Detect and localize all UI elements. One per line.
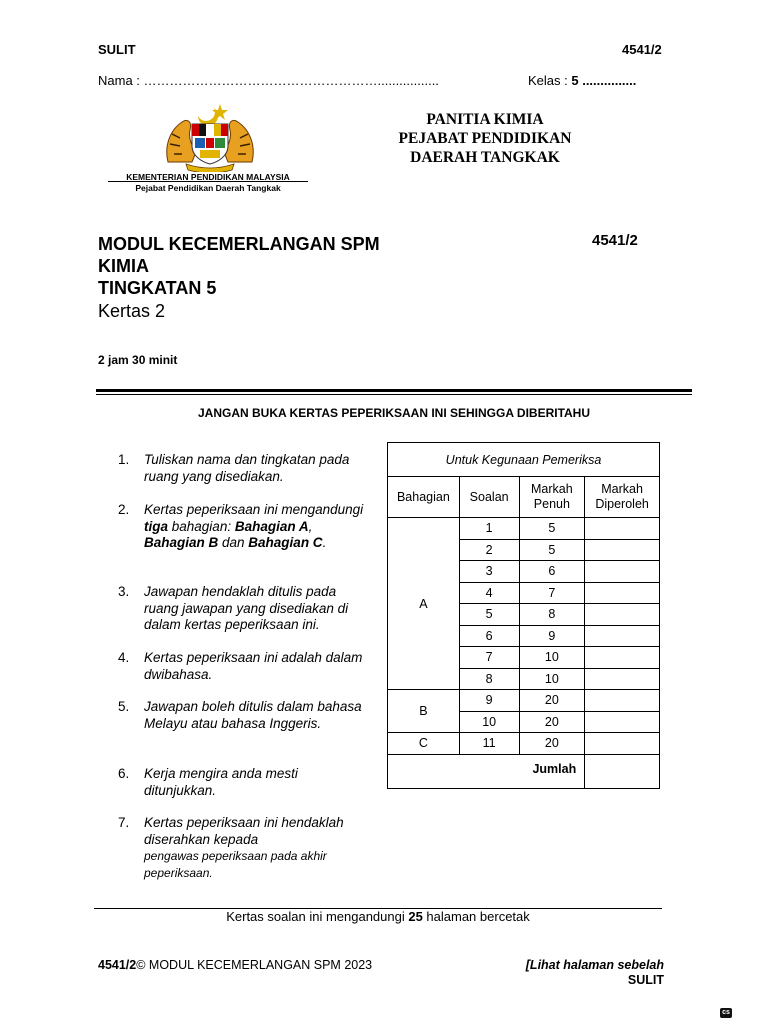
footer-code: 4541/2: [98, 958, 137, 972]
instruction-number: 5.: [118, 699, 130, 714]
instruction-text: Jawapan boleh ditulis dalam bahasa Melayu atau bahasa Inggeris.: [144, 699, 362, 731]
title-line-1: MODUL KECEMERLANGAN SPM: [98, 234, 380, 254]
instruction-number: 7.: [118, 815, 130, 830]
question-number: 8: [459, 668, 519, 690]
question-number: 11: [459, 733, 519, 755]
full-marks: 20: [519, 690, 585, 712]
instruction-number: 4.: [118, 650, 130, 665]
footer-sulit: SULIT: [627, 973, 664, 987]
instruction-text: Kertas peperiksaan ini adalah dalam dwibahasa.: [144, 650, 363, 682]
question-number: 2: [459, 539, 519, 561]
obtained-marks-cell: [585, 690, 660, 712]
instruction-6: [118, 766, 368, 799]
header-text: Diperoleh: [595, 497, 649, 511]
kelas-field: [528, 73, 636, 88]
instruction-3: [118, 584, 368, 634]
footer-copyright: [98, 958, 372, 972]
question-number: 3: [459, 561, 519, 583]
obtained-marks-cell: [585, 625, 660, 647]
title-paper-code: 4541/2: [592, 232, 638, 249]
exam-duration: 2 jam 30 minit: [98, 353, 178, 367]
panitia-line-2: PEJABAT PENDIDIKAN: [398, 130, 572, 147]
ministry-name: KEMENTERIAN PENDIDIKAN MALAYSIA: [126, 172, 290, 182]
instruction-number: 2.: [118, 502, 130, 517]
obtained-marks-cell: [585, 647, 660, 669]
instruction-text: Jawapan hendaklah ditulis pada ruang jawapan yang disediakan di dalam kertas peperiksaan ini.: [144, 584, 349, 632]
text-segment: dan: [218, 535, 249, 550]
obtained-marks-cell: [585, 518, 660, 540]
header-markah-diperoleh: [585, 477, 660, 518]
page-count: 25: [408, 909, 423, 924]
obtained-marks-cell: [585, 668, 660, 690]
camscanner-badge-icon: cs: [720, 1008, 732, 1018]
instruction-4: [118, 650, 368, 683]
question-number: 5: [459, 604, 519, 626]
text-segment: Kertas peperiksaan ini mengandungi: [144, 502, 364, 517]
instruction-1: [118, 452, 368, 485]
paper-number: Kertas 2: [98, 301, 166, 321]
jumlah-label: Jumlah: [388, 754, 585, 788]
bold-bahagian-a: Bahagian A: [234, 518, 309, 534]
text-segment: Kertas soalan ini mengandungi: [226, 909, 409, 924]
see-next-page: [Lihat halaman sebelah: [525, 958, 664, 972]
text-segment: .: [322, 535, 327, 550]
thin-divider: [96, 394, 692, 395]
text-segment: Kertas peperiksaan ini hendaklah diserahkan kepada: [144, 815, 344, 847]
instruction-text: Kerja mengira anda mesti ditunjukkan.: [144, 766, 298, 798]
do-not-open-warning: JANGAN BUKA KERTAS PEPERIKSAAN INI SEHINGGA DIBERITAHU: [197, 406, 591, 420]
obtained-marks-cell: [585, 582, 660, 604]
table-row: [388, 518, 660, 540]
header-markah-penuh: [519, 477, 585, 518]
instruction-text: Tuliskan nama dan tingkatan pada ruang yang disediakan.: [144, 452, 350, 484]
header-text: Markah: [531, 482, 573, 496]
logo-divider: [108, 181, 308, 182]
kelas-dots: ...............: [578, 73, 637, 88]
text-segment-small: pengawas peperiksaan pada akhir peperiksaan.: [144, 849, 327, 880]
footer-next-page: [470, 958, 664, 988]
footer-module: © MODUL KECEMERLANGAN SPM 2023: [136, 958, 373, 972]
obtained-marks-cell: [585, 711, 660, 733]
obtained-marks-cell: [585, 539, 660, 561]
header-text: Markah: [601, 482, 643, 496]
table-row: [388, 733, 660, 755]
thick-divider: [96, 389, 692, 392]
table-row: [388, 690, 660, 712]
nama-field: Nama : ……………………………………………….................: [98, 73, 439, 88]
full-marks: 9: [519, 625, 585, 647]
full-marks: 10: [519, 668, 585, 690]
paper-code: 4541/2: [622, 42, 662, 57]
panitia-heading: [375, 110, 595, 167]
full-marks: 20: [519, 733, 585, 755]
title-line-2: KIMIA: [98, 256, 149, 276]
instruction-text: [144, 815, 368, 881]
obtained-marks-cell: [585, 561, 660, 583]
kelas-number: 5: [571, 73, 579, 88]
full-marks: 5: [519, 518, 585, 540]
instruction-number: 3.: [118, 584, 130, 599]
full-marks: 8: [519, 604, 585, 626]
header-bahagian: Bahagian: [388, 477, 460, 518]
question-number: 6: [459, 625, 519, 647]
bold-tiga: tiga: [144, 518, 169, 534]
kelas-prefix: Kelas :: [528, 73, 572, 88]
text-segment: bahagian:: [168, 518, 235, 534]
table-caption: Untuk Kegunaan Pemeriksa: [388, 443, 660, 477]
title-line-3: TINGKATAN 5: [98, 278, 217, 298]
full-marks: 6: [519, 561, 585, 583]
examiner-marks-table: [387, 442, 660, 789]
panitia-line-1: PANITIA KIMIA: [426, 111, 544, 128]
panitia-line-3: DAERAH TANGKAK: [410, 149, 560, 166]
full-marks: 20: [519, 711, 585, 733]
question-number: 9: [459, 690, 519, 712]
obtained-marks-cell: [585, 733, 660, 755]
text-segment: ,: [308, 518, 313, 534]
instruction-text: [144, 502, 368, 552]
total-marks-cell: [585, 754, 660, 788]
page-count-note: [94, 909, 662, 924]
full-marks: 5: [519, 539, 585, 561]
bold-bahagian-b: Bahagian B: [144, 535, 219, 550]
instruction-number: 1.: [118, 452, 130, 467]
malaysia-crest-logo: [162, 100, 258, 172]
instruction-2: [118, 502, 368, 552]
district-office-name: Pejabat Pendidikan Daerah Tangkak: [135, 183, 281, 193]
sulit-label: SULIT: [98, 42, 136, 57]
total-row: [388, 754, 660, 788]
header-soalan: Soalan: [459, 477, 519, 518]
question-number: 10: [459, 711, 519, 733]
question-number: 1: [459, 518, 519, 540]
question-number: 4: [459, 582, 519, 604]
instruction-7: [118, 815, 368, 881]
full-marks: 10: [519, 647, 585, 669]
module-title: [98, 233, 380, 299]
text-segment: halaman bercetak: [422, 909, 530, 924]
obtained-marks-cell: [585, 604, 660, 626]
section-b: B: [388, 690, 460, 733]
bold-bahagian-c: Bahagian C: [248, 535, 323, 550]
section-c: C: [388, 733, 460, 755]
full-marks: 7: [519, 582, 585, 604]
header-text: Penuh: [533, 497, 570, 511]
section-a: A: [388, 518, 460, 690]
instruction-5: [118, 699, 368, 732]
instruction-number: 6.: [118, 766, 130, 781]
question-number: 7: [459, 647, 519, 669]
